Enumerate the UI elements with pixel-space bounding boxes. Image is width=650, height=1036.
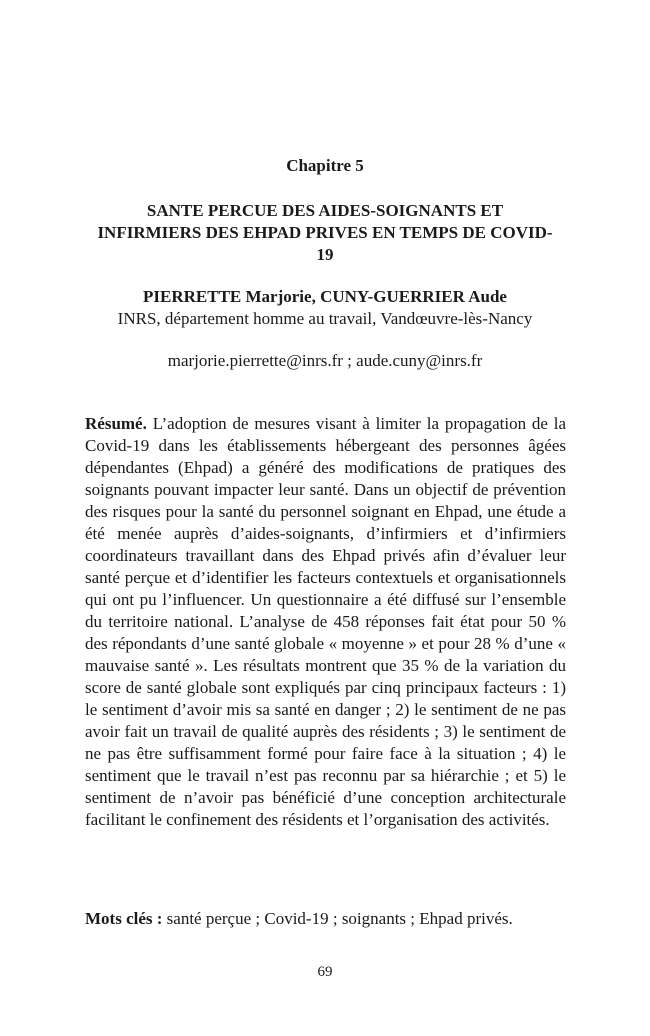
keywords-label: Mots clés : [85, 909, 163, 928]
page-number: 69 [317, 964, 333, 980]
keywords [85, 909, 566, 929]
abstract-text: L’adoption de mesures visant à limiter la propagation de la Covid-19 dans les établissements hébergeant des personnes âgées dépendantes (Ehpad) a généré des modifications de pratiques des soignants pouvant impacter leur santé. Dans un objectif de prévention des risques pour la santé du personnel soignant en Ehpad, une étude a été menée auprès d’aides-soignants, d’infirmiers et d’infirmiers coordinateurs travaillant dans des Ehpad privés afin d’évaluer leur santé perçue et d’identifier les facteurs contextuels et organisationnels qui ont pu l’influencer. Un questionnaire a été diffusé sur l’ensemble du territoire national. L’analyse de 458 réponses fait état pour 50 % des répondants d’une santé globale « moyenne » et pour 28 % d’une « mauvaise santé ». Les résultats montrent que 35 % de la variation du score de santé globale sont expliqués par cinq principaux facteurs : 1) le sentiment d’avoir mis sa santé en danger ; 2) le sentiment de ne pas avoir fait un travail de qualité auprès des résidents ; 3) le sentiment de ne pas être suffisamment formé pour faire face à la situation ; 4) le sentiment que le travail n’est pas reconnu par sa hiérarchie ; et 5) le sentiment de n’avoir pas bénéficié d’une conception architecturale facilitant le confinement des résidents et l’organisation des activités. [85, 414, 567, 829]
author-emails: marjorie.pierrette@inrs.fr ; aude.cuny@inrs.fr [167, 351, 483, 370]
chapter-title: SANTE PERCUE DES AIDES-SOIGNANTS ET INFIRMIERS DES EHPAD PRIVES EN TEMPS DE COVID-19 [97, 201, 553, 264]
affiliation: INRS, département homme au travail, Vandœuvre-lès-Nancy [117, 309, 533, 328]
keywords-text: santé perçue ; Covid-19 ; soignants ; Ehpad privés. [166, 909, 513, 928]
abstract-label: Résumé. [85, 414, 147, 433]
chapter-heading: Chapitre 5 [286, 156, 364, 175]
abstract [85, 413, 566, 831]
authors: PIERRETTE Marjorie, CUNY-GUERRIER Aude [143, 287, 507, 306]
